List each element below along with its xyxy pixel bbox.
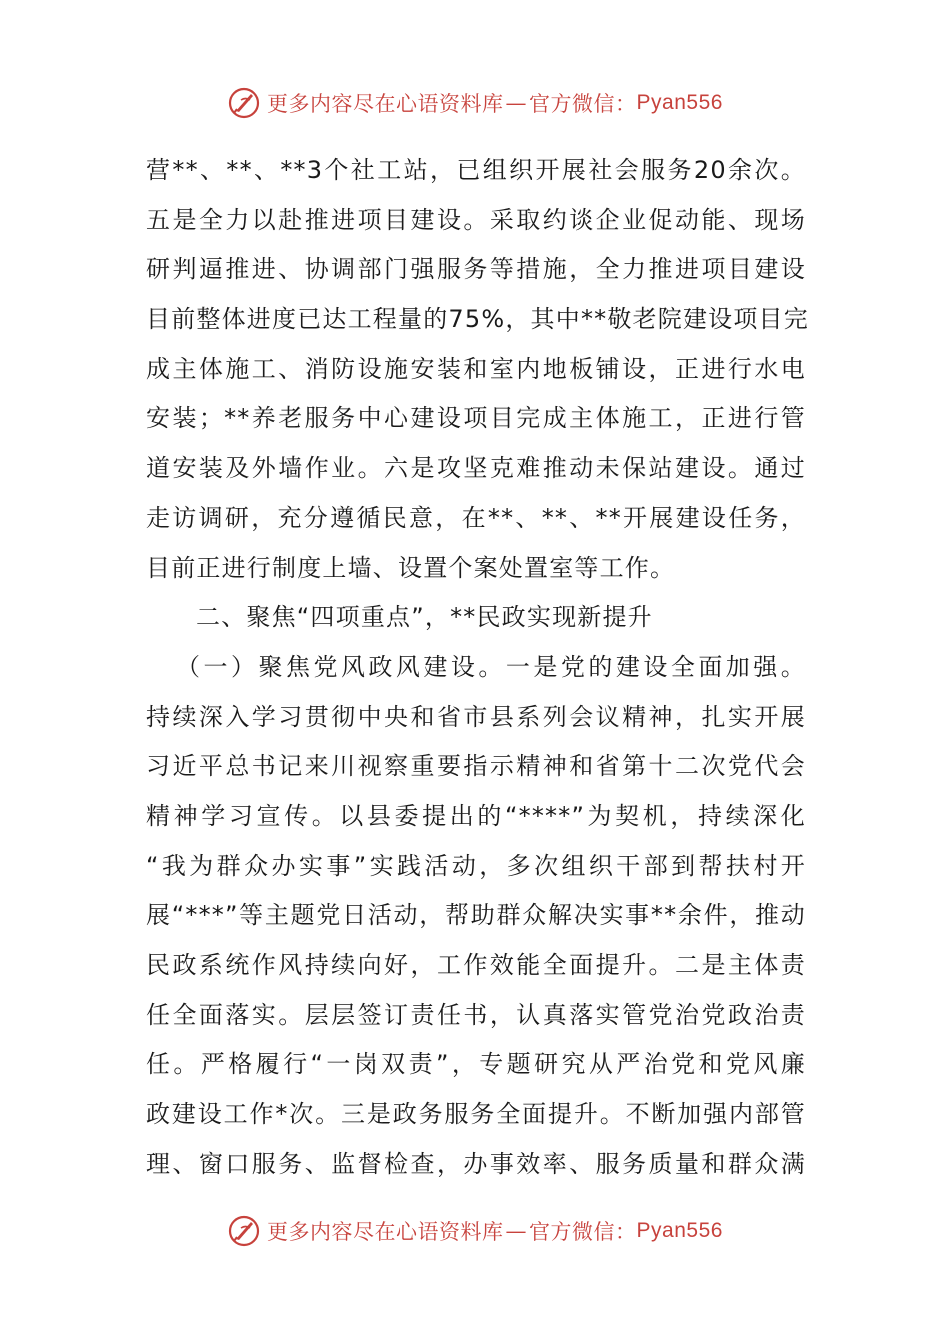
text-line: 五是全力以赴推进项目建设。采取约谈企业促动能、现场: [146, 205, 806, 234]
watermark-brand: 更多内容尽在心语资料库: [267, 1220, 504, 1244]
watermark-dash: —: [505, 91, 528, 115]
text-line: 精神学习宣传。以县委提出的“****”为契机，持续深化: [146, 801, 806, 830]
watermark-label: 官方微信：: [529, 92, 637, 116]
text-line: 理、窗口服务、监督检查，办事效率、服务质量和群众满: [146, 1149, 806, 1178]
document-body: [146, 146, 809, 1189]
watermark-account: Pyan556: [636, 1219, 723, 1242]
watermark-label: 官方微信：: [529, 1220, 637, 1244]
text-line: “我为群众办实事”实践活动，多次组织干部到帮扶村开: [146, 851, 806, 880]
text-line: 任全面落实。层层签订责任书，认真落实管党治党政治责: [146, 1000, 806, 1029]
text-line: 民政系统作风持续向好，工作效能全面提升。二是主体责: [146, 951, 806, 979]
text-line: 目前正进行制度上墙、设置个案处置室等工作。: [146, 553, 676, 582]
text-line: 习近平总书记来川视察重要指示精神和省第十二次党代会: [146, 752, 806, 781]
text-line: 道安装及外墙作业。六是攻坚克难推动未保站建设。通过: [146, 454, 806, 483]
watermark-dash: —: [505, 1219, 528, 1243]
text-line: 安装；**养老服务中心建设项目完成主体施工，正进行管: [146, 404, 806, 433]
footer-watermark: [0, 1211, 950, 1251]
text-line: 成主体施工、消防设施安装和室内地板铺设，正进行水电: [146, 354, 806, 383]
watermark-brand: 更多内容尽在心语资料库: [267, 92, 504, 116]
section-heading: 二、聚焦“四项重点”，**民政实现新提升: [196, 603, 653, 632]
quill-logo-icon: [227, 1214, 261, 1248]
subsection-heading: （一）聚焦党风政风建设。一是党的建设全面加强。: [176, 652, 806, 681]
watermark-account: Pyan556: [636, 91, 723, 114]
quill-logo-icon: [227, 86, 261, 120]
header-watermark: [0, 83, 950, 123]
text-line: 营**、**、**3个社工站，已组织开展社会服务20余次。: [146, 156, 806, 184]
text-line: 政建设工作*次。三是政务服务全面提升。不断加强内部管: [146, 1100, 806, 1129]
text-line: 任。严格履行“一岗双责”，专题研究从严治党和党风廉: [146, 1050, 806, 1079]
text-line: 展“***”等主题党日活动，帮助群众解决实事**余件，推动: [146, 901, 806, 930]
text-line: 研判逼推进、协调部门强服务等措施，全力推进项目建设: [146, 255, 806, 284]
text-line: 走访调研，充分遵循民意，在**、**、**开展建设任务，: [146, 503, 806, 532]
text-line: 目前整体进度已达工程量的75%，其中**敬老院建设项目完: [146, 305, 809, 334]
text-line: 持续深入学习贯彻中央和省市县系列会议精神，扎实开展: [146, 702, 806, 731]
